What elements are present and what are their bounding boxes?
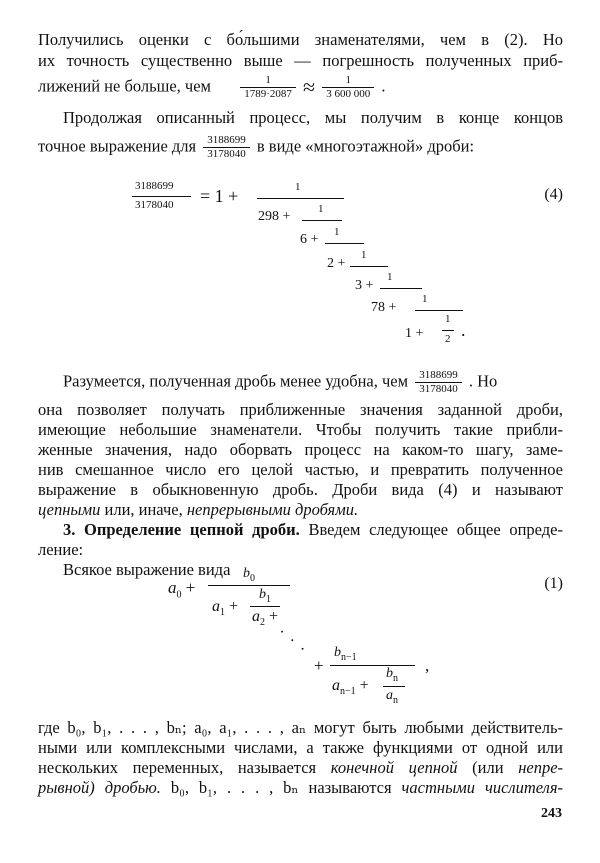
a-symbol: a <box>386 688 393 703</box>
numerator-one: 1 <box>318 203 324 215</box>
term-2: 2 + <box>327 256 346 271</box>
an-1-term <box>332 677 369 697</box>
equation-label: (1) <box>544 575 563 592</box>
subscript: n <box>393 694 398 706</box>
text-fragment: b₀, b₁, . . . , bₙ называются <box>170 778 392 797</box>
denominator: 3178040 <box>415 382 462 396</box>
numerator: 3188699 <box>207 134 246 146</box>
numerator-one: 1 <box>295 181 301 193</box>
subscript: 1 <box>220 607 225 619</box>
text-fragment: . Но <box>468 371 498 391</box>
term-78: 78 + <box>371 300 397 315</box>
b-symbol: b <box>259 587 266 602</box>
text-line: женные значения, надо оборвать процесс на каком-то шагу, заме- <box>38 440 563 459</box>
b-symbol: b <box>334 645 341 660</box>
b1-numerator <box>259 587 271 605</box>
subscript: 0 <box>176 589 182 601</box>
fraction-bar <box>257 198 344 199</box>
fraction-bar <box>250 606 280 607</box>
subscript: n <box>393 672 398 684</box>
numerator-one: 1 <box>334 226 340 238</box>
text-fragment: точное выражение для <box>38 136 197 156</box>
numerator-one: 1 <box>361 249 367 261</box>
fraction-bar <box>442 330 454 331</box>
lhs-numerator: 3188699 <box>135 180 174 192</box>
text-line <box>38 778 563 798</box>
a0-term <box>168 578 195 600</box>
fraction-bar <box>330 665 415 666</box>
plus-sign: + <box>185 578 196 597</box>
section-heading: 3. Определение цепной дроби. <box>63 520 300 539</box>
italic-term: частными числителя- <box>401 778 564 797</box>
b0-numerator <box>243 566 255 584</box>
text-line: Всякое выражение вида <box>63 560 231 579</box>
text-line: где b₀, b₁, . . . , bₙ; a₀, a₁, . . . , aₙ могут быть любыми действитель- <box>38 718 563 737</box>
term-3: 3 + <box>355 278 374 293</box>
text-line: Получились оценки с бо́льшими знаменателями, чем в (2). Но <box>38 30 563 49</box>
plus-sign: + <box>269 608 279 625</box>
text-line: нив смешанное число его целой частью, и превратить полученное <box>38 460 563 479</box>
ellipsis-dots: · · · <box>274 624 312 659</box>
numerator-one: 1 <box>387 271 393 283</box>
text-line: их точность существенно выше — погрешность полученных приб- <box>38 51 563 70</box>
half-numerator: 1 <box>445 313 451 325</box>
equals-one-plus: = 1 + <box>200 186 239 206</box>
text-fragment: или, иначе, <box>104 500 183 519</box>
equation-label: (4) <box>544 186 563 203</box>
numerator: 3188699 <box>419 369 458 381</box>
text-line <box>38 134 474 161</box>
half-denominator: 2 <box>445 333 451 345</box>
numerator: 1 <box>265 74 271 86</box>
text-line <box>63 369 497 396</box>
italic-term: непрерывными дробями. <box>186 500 359 519</box>
fraction <box>240 74 296 101</box>
fraction-bar <box>350 266 388 267</box>
fraction-bar <box>380 288 422 289</box>
fraction-bar <box>132 196 191 197</box>
fraction <box>415 369 462 396</box>
bn-1-numerator <box>334 645 357 663</box>
text-fragment: Введем следующее общее опреде- <box>308 520 564 539</box>
plus-sign: + <box>229 598 239 615</box>
fraction-bar <box>415 310 463 311</box>
text-fragment: в виде «многоэтажной» дроби: <box>256 136 475 156</box>
subscript: 1 <box>266 593 271 605</box>
b-symbol: b <box>386 666 393 681</box>
italic-term: непре- <box>518 758 564 777</box>
denominator: 1789·2087 <box>240 87 296 101</box>
text-line: она позволяет получать приближенные значения заданной дроби, <box>38 400 563 419</box>
term-298: 298 + <box>258 209 291 224</box>
b-symbol: b <box>243 566 250 581</box>
an-denominator <box>386 688 398 706</box>
fraction-bar <box>302 220 342 221</box>
subscript: n−1 <box>341 651 357 663</box>
text-line <box>63 520 563 540</box>
period: . <box>461 320 466 340</box>
italic-term: конечной цепной <box>330 758 458 777</box>
denominator: 3178040 <box>203 147 250 161</box>
italic-term: цепными <box>38 500 101 519</box>
text-fragment: лижений не больше, чем <box>38 76 211 96</box>
numerator-one: 1 <box>422 293 428 305</box>
denominator: 3 600 000 <box>322 87 374 101</box>
text-line: имеющие небольшие знаменатели. Чтобы получить такие прибли- <box>38 420 563 439</box>
page-number: 243 <box>541 806 562 821</box>
comma: , <box>425 656 430 675</box>
fraction-bar <box>325 243 364 244</box>
fraction <box>203 134 250 161</box>
text-line <box>38 758 563 778</box>
fraction-bar <box>383 686 405 687</box>
text-line: выражение в обыкновенную дробь. Дроби вида (4) и называют <box>38 480 563 499</box>
term-1: 1 + <box>405 326 424 341</box>
a2-symbol: a <box>252 608 260 625</box>
text-line <box>38 500 358 520</box>
italic-term: рывной) <box>38 778 95 797</box>
text-line: Продолжая описанный процесс, мы получим в конце концов <box>63 108 563 127</box>
lhs-denominator: 3178040 <box>135 199 174 211</box>
a0-symbol: a <box>168 578 177 597</box>
a1-symbol: a <box>212 598 220 615</box>
subscript: 0 <box>250 572 255 584</box>
text-line: ление: <box>38 540 84 559</box>
numerator: 1 <box>345 74 351 86</box>
italic-term: дробью. <box>104 778 161 797</box>
plus-sign: + <box>314 656 324 675</box>
text-fragment: (или <box>472 758 504 777</box>
a2-term <box>252 608 278 628</box>
text-line: ными или комплексными числами, а также функциями от одной или <box>38 738 563 757</box>
a1-term <box>212 598 238 618</box>
text-fragment: Разумеется, полученная дробь менее удобна, чем <box>63 371 409 391</box>
fraction <box>322 74 374 101</box>
plus-sign: + <box>359 677 369 694</box>
term-6: 6 + <box>300 232 319 247</box>
fraction-bar <box>208 585 290 586</box>
text-line <box>38 74 386 101</box>
a-symbol: a <box>332 677 340 694</box>
subscript: 2 <box>260 617 265 629</box>
text-fragment: . <box>381 76 386 96</box>
subscript: n−1 <box>340 686 356 698</box>
bn-numerator <box>386 666 398 684</box>
approx-sign: ≈ <box>303 74 316 100</box>
text-fragment: нескольких переменных, называется <box>38 758 317 777</box>
